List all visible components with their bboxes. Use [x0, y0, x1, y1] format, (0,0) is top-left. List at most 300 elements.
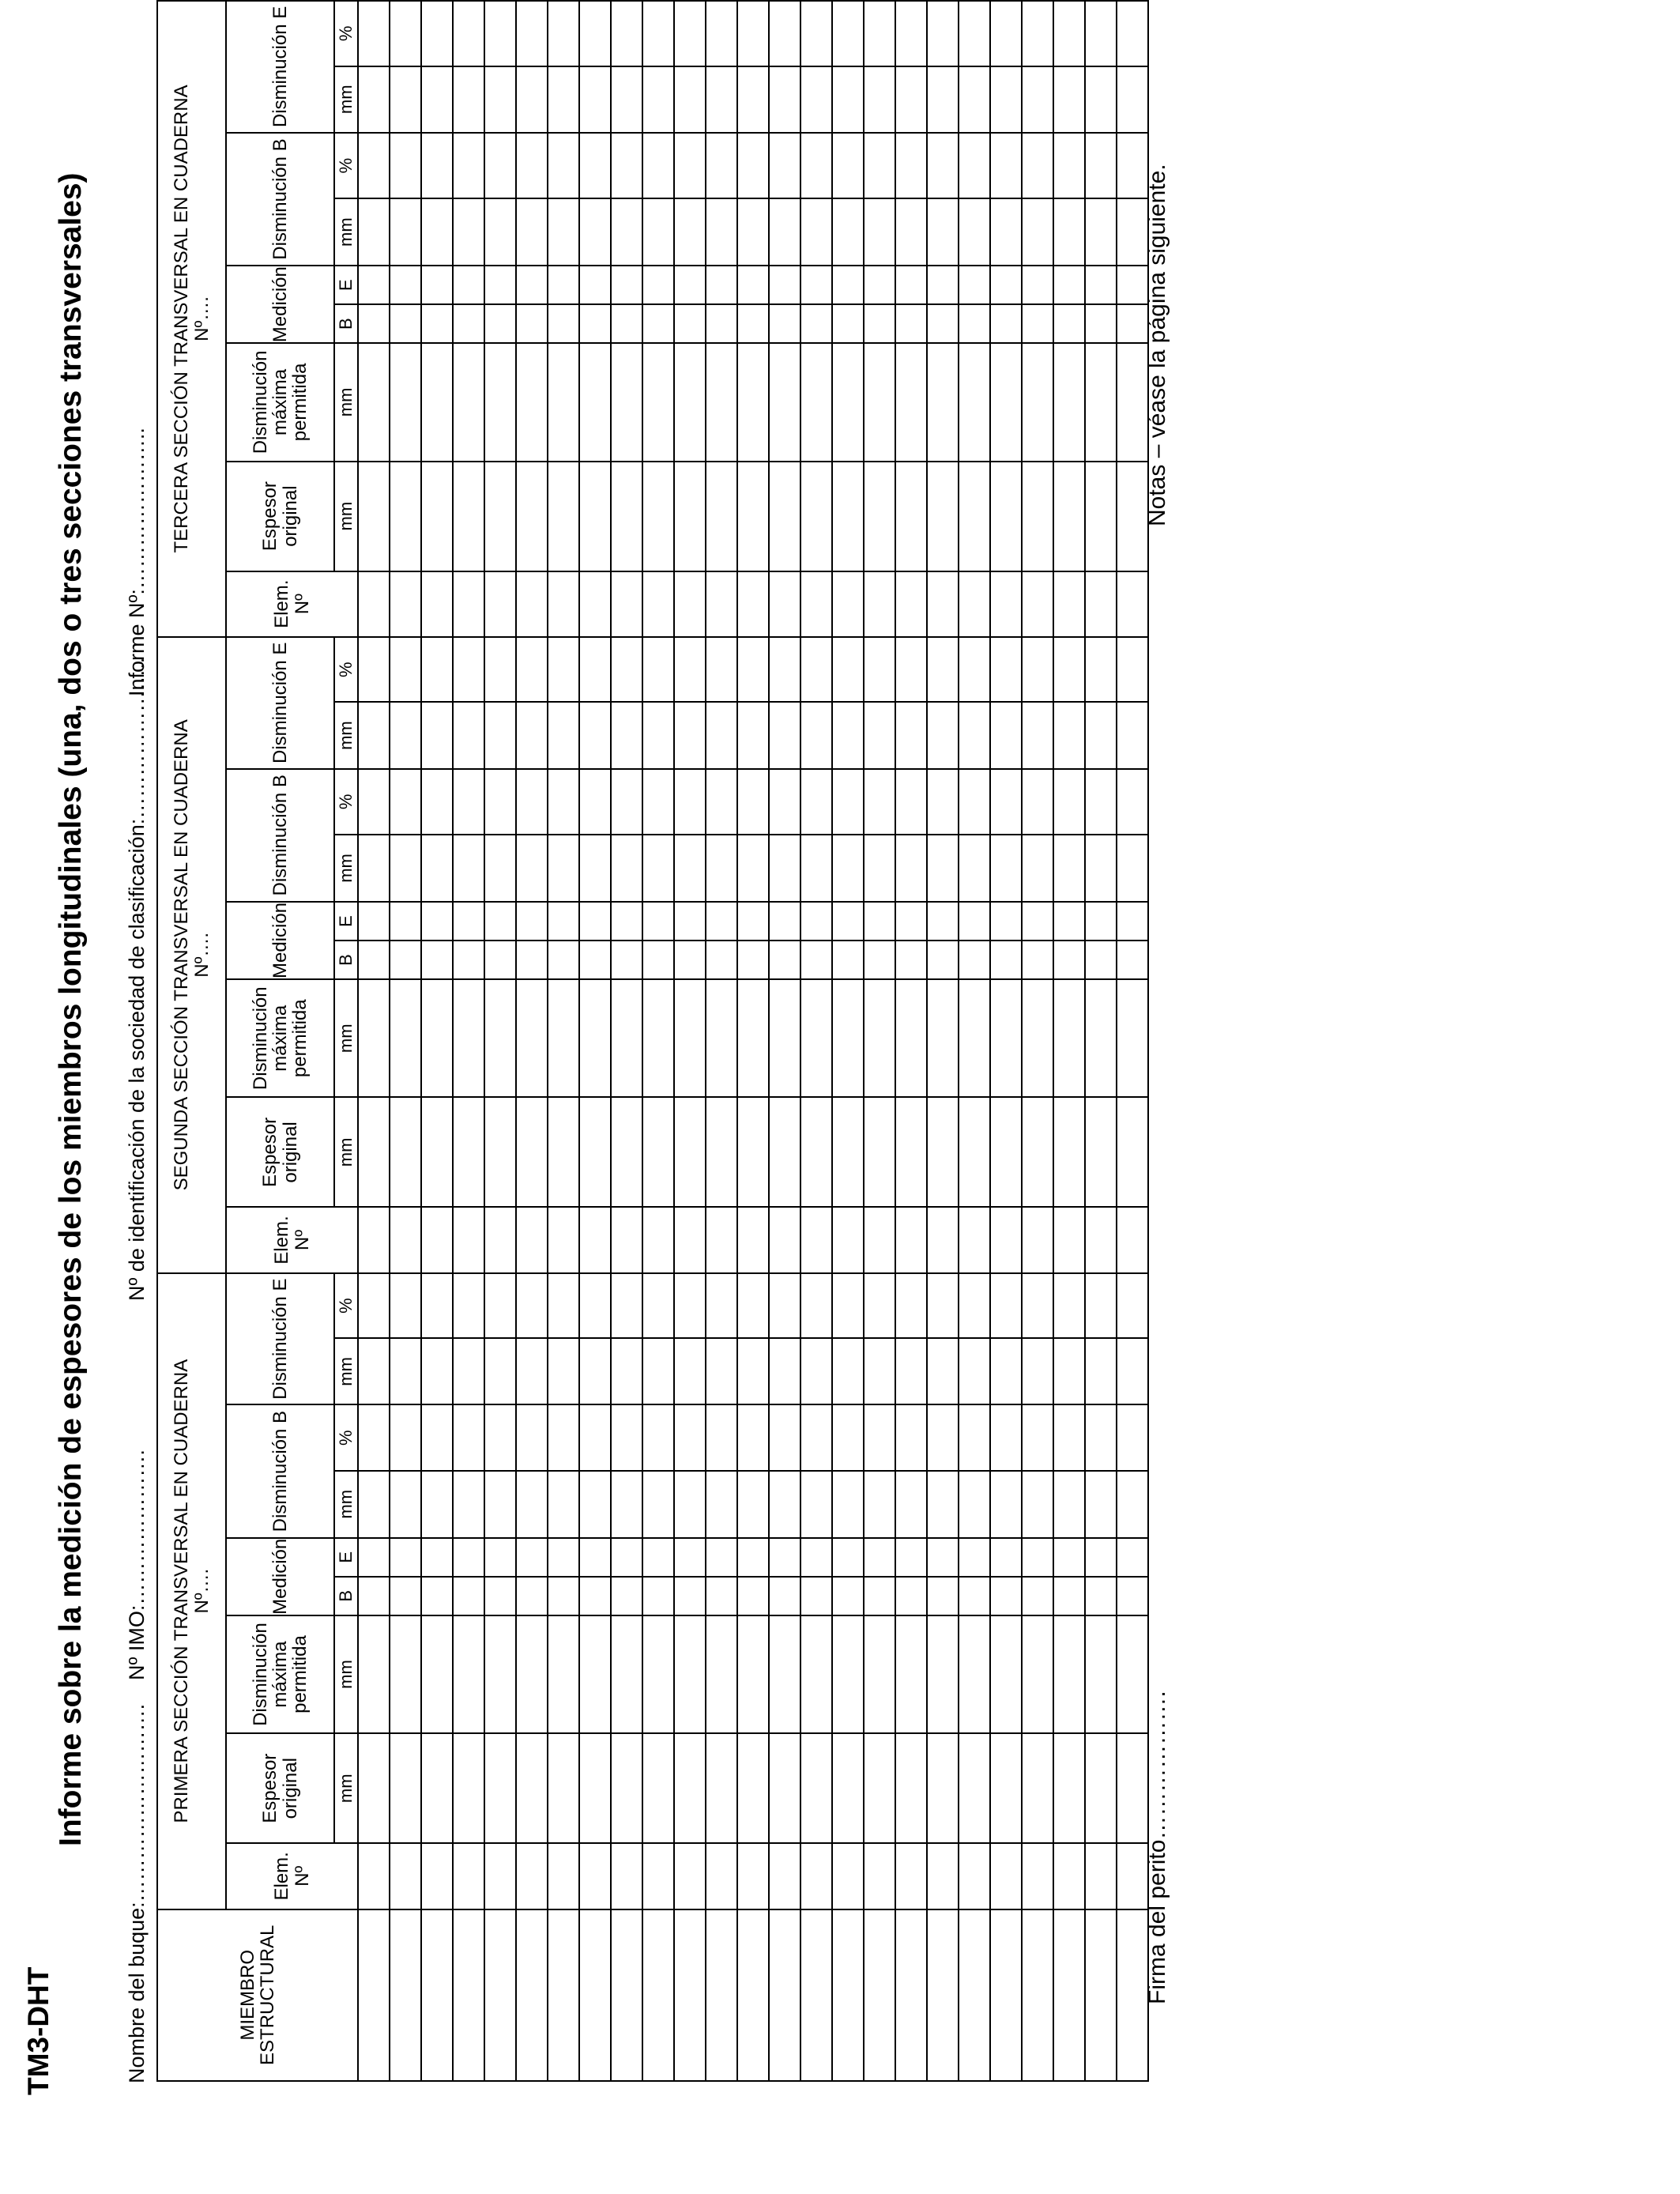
table-cell[interactable]: [895, 571, 927, 637]
table-cell[interactable]: [737, 703, 769, 769]
table-cell[interactable]: [484, 1097, 516, 1207]
table-cell[interactable]: [832, 703, 864, 769]
table-cell[interactable]: [1022, 1615, 1053, 1733]
table-cell[interactable]: [548, 1471, 579, 1538]
table-cell[interactable]: [769, 1097, 800, 1207]
table-cell[interactable]: [800, 266, 832, 304]
table-cell[interactable]: [1117, 902, 1148, 941]
table-cell[interactable]: [769, 703, 800, 769]
table-cell[interactable]: [706, 1405, 737, 1471]
table-cell[interactable]: [484, 835, 516, 902]
table-cell[interactable]: [864, 133, 895, 198]
table-cell[interactable]: [611, 133, 642, 198]
table-cell[interactable]: [800, 1733, 832, 1843]
table-cell[interactable]: [706, 1538, 737, 1577]
table-cell[interactable]: [453, 769, 484, 835]
table-cell[interactable]: [769, 1273, 800, 1339]
table-cell[interactable]: [421, 941, 453, 979]
table-cell[interactable]: [737, 1615, 769, 1733]
table-cell[interactable]: [864, 1405, 895, 1471]
table-cell[interactable]: [990, 133, 1022, 198]
table-cell[interactable]: [769, 1909, 800, 2081]
table-cell[interactable]: [1117, 1, 1148, 66]
table-cell[interactable]: [611, 941, 642, 979]
table-cell[interactable]: [927, 1538, 959, 1577]
table-cell[interactable]: [674, 1843, 706, 1909]
table-cell[interactable]: [1117, 304, 1148, 343]
table-cell[interactable]: [959, 66, 990, 133]
table-cell[interactable]: [959, 941, 990, 979]
table-cell[interactable]: [959, 902, 990, 941]
table-cell[interactable]: [516, 66, 548, 133]
table-cell[interactable]: [548, 266, 579, 304]
table-cell[interactable]: [390, 637, 421, 703]
table-cell[interactable]: [1053, 1207, 1085, 1272]
table-cell[interactable]: [1117, 133, 1148, 198]
table-cell[interactable]: [674, 1577, 706, 1615]
table-cell[interactable]: [453, 1207, 484, 1272]
table-cell[interactable]: [579, 571, 611, 637]
table-cell[interactable]: [421, 902, 453, 941]
table-cell[interactable]: [484, 266, 516, 304]
table-cell[interactable]: [990, 902, 1022, 941]
table-cell[interactable]: [990, 343, 1022, 461]
table-cell[interactable]: [453, 571, 484, 637]
table-cell[interactable]: [548, 1538, 579, 1577]
table-cell[interactable]: [1053, 769, 1085, 835]
table-cell[interactable]: [959, 462, 990, 571]
table-cell[interactable]: [390, 1097, 421, 1207]
table-cell[interactable]: [832, 1615, 864, 1733]
table-cell[interactable]: [358, 133, 390, 198]
table-cell[interactable]: [832, 637, 864, 703]
table-cell[interactable]: [1117, 979, 1148, 1097]
table-cell[interactable]: [800, 979, 832, 1097]
table-cell[interactable]: [927, 1909, 959, 2081]
table-cell[interactable]: [895, 1207, 927, 1272]
table-cell[interactable]: [864, 1338, 895, 1404]
table-cell[interactable]: [421, 979, 453, 1097]
table-cell[interactable]: [1022, 571, 1053, 637]
table-cell[interactable]: [769, 304, 800, 343]
table-cell[interactable]: [927, 198, 959, 266]
table-cell[interactable]: [484, 902, 516, 941]
table-cell[interactable]: [390, 1471, 421, 1538]
table-cell[interactable]: [1053, 571, 1085, 637]
table-cell[interactable]: [864, 1843, 895, 1909]
table-cell[interactable]: [706, 1207, 737, 1272]
table-cell[interactable]: [421, 637, 453, 703]
table-cell[interactable]: [1022, 133, 1053, 198]
table-cell[interactable]: [611, 769, 642, 835]
table-cell[interactable]: [832, 979, 864, 1097]
table-cell[interactable]: [421, 1207, 453, 1272]
table-cell[interactable]: [990, 1405, 1022, 1471]
table-cell[interactable]: [1022, 637, 1053, 703]
table-cell[interactable]: [769, 1615, 800, 1733]
table-cell[interactable]: [484, 343, 516, 461]
table-cell[interactable]: [548, 304, 579, 343]
table-cell[interactable]: [1053, 1097, 1085, 1207]
table-cell[interactable]: [990, 198, 1022, 266]
table-cell[interactable]: [579, 1405, 611, 1471]
table-cell[interactable]: [769, 1733, 800, 1843]
table-cell[interactable]: [516, 266, 548, 304]
table-cell[interactable]: [1085, 462, 1117, 571]
table-cell[interactable]: [895, 133, 927, 198]
table-cell[interactable]: [548, 571, 579, 637]
table-cell[interactable]: [706, 571, 737, 637]
table-cell[interactable]: [1085, 1338, 1117, 1404]
table-cell[interactable]: [1053, 462, 1085, 571]
table-cell[interactable]: [453, 66, 484, 133]
table-cell[interactable]: [579, 902, 611, 941]
table-cell[interactable]: [990, 66, 1022, 133]
table-cell[interactable]: [674, 1338, 706, 1404]
table-cell[interactable]: [579, 66, 611, 133]
table-cell[interactable]: [516, 1909, 548, 2081]
table-cell[interactable]: [674, 1909, 706, 2081]
table-cell[interactable]: [832, 769, 864, 835]
table-cell[interactable]: [516, 941, 548, 979]
table-cell[interactable]: [706, 1733, 737, 1843]
table-cell[interactable]: [832, 266, 864, 304]
table-cell[interactable]: [421, 1273, 453, 1339]
table-cell[interactable]: [642, 304, 674, 343]
table-cell[interactable]: [927, 1273, 959, 1339]
table-cell[interactable]: [642, 266, 674, 304]
table-cell[interactable]: [959, 266, 990, 304]
table-cell[interactable]: [769, 66, 800, 133]
table-cell[interactable]: [516, 1577, 548, 1615]
table-cell[interactable]: [421, 304, 453, 343]
table-cell[interactable]: [1053, 1577, 1085, 1615]
table-cell[interactable]: [895, 835, 927, 902]
table-cell[interactable]: [1085, 1909, 1117, 2081]
table-cell[interactable]: [421, 1615, 453, 1733]
table-cell[interactable]: [453, 462, 484, 571]
table-cell[interactable]: [642, 1909, 674, 2081]
table-cell[interactable]: [769, 769, 800, 835]
table-cell[interactable]: [548, 1615, 579, 1733]
table-cell[interactable]: [927, 1577, 959, 1615]
table-cell[interactable]: [674, 1538, 706, 1577]
table-cell[interactable]: [358, 902, 390, 941]
table-cell[interactable]: [358, 1843, 390, 1909]
table-cell[interactable]: [611, 1405, 642, 1471]
table-cell[interactable]: [1022, 1, 1053, 66]
table-cell[interactable]: [579, 1207, 611, 1272]
table-cell[interactable]: [358, 637, 390, 703]
table-cell[interactable]: [1085, 198, 1117, 266]
table-cell[interactable]: [1085, 835, 1117, 902]
table-cell[interactable]: [484, 1843, 516, 1909]
table-cell[interactable]: [611, 835, 642, 902]
table-cell[interactable]: [800, 1538, 832, 1577]
table-cell[interactable]: [358, 343, 390, 461]
table-cell[interactable]: [769, 198, 800, 266]
table-cell[interactable]: [832, 571, 864, 637]
table-cell[interactable]: [1085, 1207, 1117, 1272]
table-cell[interactable]: [864, 1207, 895, 1272]
table-cell[interactable]: [674, 304, 706, 343]
table-cell[interactable]: [832, 198, 864, 266]
table-cell[interactable]: [579, 198, 611, 266]
table-cell[interactable]: [611, 1273, 642, 1339]
table-cell[interactable]: [1117, 1405, 1148, 1471]
table-cell[interactable]: [1053, 133, 1085, 198]
table-cell[interactable]: [737, 304, 769, 343]
table-cell[interactable]: [421, 1338, 453, 1404]
table-cell[interactable]: [390, 304, 421, 343]
table-cell[interactable]: [895, 1577, 927, 1615]
table-cell[interactable]: [642, 835, 674, 902]
table-cell[interactable]: [453, 835, 484, 902]
table-cell[interactable]: [832, 1909, 864, 2081]
table-cell[interactable]: [548, 343, 579, 461]
table-cell[interactable]: [990, 1577, 1022, 1615]
table-cell[interactable]: [674, 133, 706, 198]
table-cell[interactable]: [516, 1615, 548, 1733]
table-cell[interactable]: [959, 703, 990, 769]
table-cell[interactable]: [895, 198, 927, 266]
table-cell[interactable]: [800, 835, 832, 902]
table-cell[interactable]: [864, 703, 895, 769]
table-cell[interactable]: [548, 1338, 579, 1404]
table-cell[interactable]: [548, 902, 579, 941]
table-cell[interactable]: [358, 266, 390, 304]
table-cell[interactable]: [453, 1538, 484, 1577]
table-cell[interactable]: [706, 1909, 737, 2081]
table-cell[interactable]: [927, 133, 959, 198]
table-cell[interactable]: [769, 571, 800, 637]
table-cell[interactable]: [990, 941, 1022, 979]
table-cell[interactable]: [737, 462, 769, 571]
table-cell[interactable]: [1022, 1577, 1053, 1615]
table-cell[interactable]: [1053, 703, 1085, 769]
table-cell[interactable]: [769, 1207, 800, 1272]
table-cell[interactable]: [1117, 198, 1148, 266]
table-cell[interactable]: [579, 1577, 611, 1615]
table-cell[interactable]: [737, 1471, 769, 1538]
table-cell[interactable]: [990, 1733, 1022, 1843]
table-cell[interactable]: [548, 1405, 579, 1471]
table-cell[interactable]: [642, 343, 674, 461]
table-cell[interactable]: [864, 462, 895, 571]
table-cell[interactable]: [358, 1, 390, 66]
table-cell[interactable]: [737, 941, 769, 979]
table-cell[interactable]: [358, 66, 390, 133]
table-cell[interactable]: [453, 198, 484, 266]
table-cell[interactable]: [421, 266, 453, 304]
table-cell[interactable]: [769, 1843, 800, 1909]
table-cell[interactable]: [1117, 1097, 1148, 1207]
table-cell[interactable]: [706, 66, 737, 133]
table-cell[interactable]: [579, 304, 611, 343]
table-cell[interactable]: [1053, 835, 1085, 902]
table-cell[interactable]: [642, 637, 674, 703]
table-cell[interactable]: [674, 1, 706, 66]
table-cell[interactable]: [453, 343, 484, 461]
table-cell[interactable]: [769, 1471, 800, 1538]
table-cell[interactable]: [990, 1097, 1022, 1207]
table-cell[interactable]: [390, 1, 421, 66]
table-cell[interactable]: [927, 462, 959, 571]
table-cell[interactable]: [484, 304, 516, 343]
table-cell[interactable]: [737, 1733, 769, 1843]
table-cell[interactable]: [421, 1405, 453, 1471]
table-cell[interactable]: [642, 571, 674, 637]
table-cell[interactable]: [895, 769, 927, 835]
table-cell[interactable]: [895, 1538, 927, 1577]
table-cell[interactable]: [895, 637, 927, 703]
table-cell[interactable]: [959, 637, 990, 703]
table-cell[interactable]: [927, 1843, 959, 1909]
table-cell[interactable]: [990, 1909, 1022, 2081]
table-cell[interactable]: [358, 941, 390, 979]
table-cell[interactable]: [1022, 1097, 1053, 1207]
table-cell[interactable]: [832, 941, 864, 979]
table-cell[interactable]: [864, 1538, 895, 1577]
table-cell[interactable]: [1117, 1338, 1148, 1404]
table-cell[interactable]: [548, 637, 579, 703]
table-cell[interactable]: [832, 133, 864, 198]
table-cell[interactable]: [959, 1733, 990, 1843]
table-cell[interactable]: [453, 1733, 484, 1843]
table-cell[interactable]: [769, 462, 800, 571]
table-cell[interactable]: [642, 979, 674, 1097]
table-cell[interactable]: [895, 1097, 927, 1207]
table-cell[interactable]: [642, 198, 674, 266]
table-cell[interactable]: [1117, 571, 1148, 637]
table-cell[interactable]: [800, 1615, 832, 1733]
table-cell[interactable]: [1022, 66, 1053, 133]
table-cell[interactable]: [358, 1577, 390, 1615]
table-cell[interactable]: [358, 1405, 390, 1471]
table-cell[interactable]: [990, 1615, 1022, 1733]
table-cell[interactable]: [611, 1, 642, 66]
table-cell[interactable]: [1085, 133, 1117, 198]
table-cell[interactable]: [674, 66, 706, 133]
table-cell[interactable]: [548, 462, 579, 571]
table-cell[interactable]: [674, 266, 706, 304]
table-cell[interactable]: [927, 1097, 959, 1207]
table-cell[interactable]: [864, 979, 895, 1097]
table-cell[interactable]: [800, 1909, 832, 2081]
table-cell[interactable]: [706, 769, 737, 835]
table-cell[interactable]: [895, 703, 927, 769]
table-cell[interactable]: [959, 1577, 990, 1615]
table-cell[interactable]: [737, 198, 769, 266]
table-cell[interactable]: [516, 1471, 548, 1538]
table-cell[interactable]: [959, 1471, 990, 1538]
table-cell[interactable]: [706, 133, 737, 198]
table-cell[interactable]: [516, 1273, 548, 1339]
table-cell[interactable]: [1022, 343, 1053, 461]
table-cell[interactable]: [1117, 462, 1148, 571]
table-cell[interactable]: [484, 769, 516, 835]
table-cell[interactable]: [737, 979, 769, 1097]
table-cell[interactable]: [1085, 1615, 1117, 1733]
table-cell[interactable]: [548, 198, 579, 266]
table-cell[interactable]: [832, 1538, 864, 1577]
table-cell[interactable]: [516, 462, 548, 571]
table-cell[interactable]: [959, 1338, 990, 1404]
table-cell[interactable]: [1022, 1471, 1053, 1538]
table-cell[interactable]: [927, 835, 959, 902]
table-cell[interactable]: [832, 1843, 864, 1909]
table-cell[interactable]: [358, 1273, 390, 1339]
table-cell[interactable]: [959, 133, 990, 198]
table-cell[interactable]: [990, 1338, 1022, 1404]
table-cell[interactable]: [611, 1909, 642, 2081]
table-cell[interactable]: [611, 1538, 642, 1577]
table-cell[interactable]: [1117, 1733, 1148, 1843]
table-cell[interactable]: [990, 1273, 1022, 1339]
table-cell[interactable]: [642, 1097, 674, 1207]
table-cell[interactable]: [737, 1, 769, 66]
table-cell[interactable]: [1053, 941, 1085, 979]
table-cell[interactable]: [358, 835, 390, 902]
table-cell[interactable]: [895, 1843, 927, 1909]
table-cell[interactable]: [864, 1097, 895, 1207]
table-cell[interactable]: [548, 1, 579, 66]
table-cell[interactable]: [1022, 266, 1053, 304]
table-cell[interactable]: [895, 1615, 927, 1733]
table-cell[interactable]: [1117, 1207, 1148, 1272]
table-cell[interactable]: [484, 1538, 516, 1577]
table-cell[interactable]: [611, 304, 642, 343]
table-cell[interactable]: [1117, 1615, 1148, 1733]
table-cell[interactable]: [959, 1843, 990, 1909]
table-cell[interactable]: [706, 1471, 737, 1538]
table-cell[interactable]: [642, 1538, 674, 1577]
table-cell[interactable]: [737, 66, 769, 133]
table-cell[interactable]: [674, 1405, 706, 1471]
table-cell[interactable]: [390, 343, 421, 461]
table-cell[interactable]: [959, 769, 990, 835]
table-cell[interactable]: [1117, 941, 1148, 979]
table-cell[interactable]: [769, 133, 800, 198]
table-cell[interactable]: [800, 1273, 832, 1339]
table-cell[interactable]: [1117, 1909, 1148, 2081]
table-cell[interactable]: [579, 1471, 611, 1538]
table-cell[interactable]: [706, 637, 737, 703]
table-cell[interactable]: [548, 941, 579, 979]
table-cell[interactable]: [579, 1733, 611, 1843]
table-cell[interactable]: [769, 835, 800, 902]
table-cell[interactable]: [1053, 343, 1085, 461]
table-cell[interactable]: [959, 1909, 990, 2081]
table-cell[interactable]: [1117, 835, 1148, 902]
table-cell[interactable]: [548, 133, 579, 198]
table-cell[interactable]: [959, 198, 990, 266]
table-cell[interactable]: [358, 1471, 390, 1538]
table-cell[interactable]: [990, 703, 1022, 769]
table-cell[interactable]: [927, 1733, 959, 1843]
table-cell[interactable]: [484, 1615, 516, 1733]
table-cell[interactable]: [516, 304, 548, 343]
table-cell[interactable]: [453, 266, 484, 304]
table-cell[interactable]: [358, 1538, 390, 1577]
table-cell[interactable]: [1053, 66, 1085, 133]
table-cell[interactable]: [959, 1, 990, 66]
table-cell[interactable]: [453, 304, 484, 343]
table-cell[interactable]: [1053, 1909, 1085, 2081]
table-cell[interactable]: [611, 1207, 642, 1272]
table-cell[interactable]: [927, 941, 959, 979]
table-cell[interactable]: [864, 835, 895, 902]
